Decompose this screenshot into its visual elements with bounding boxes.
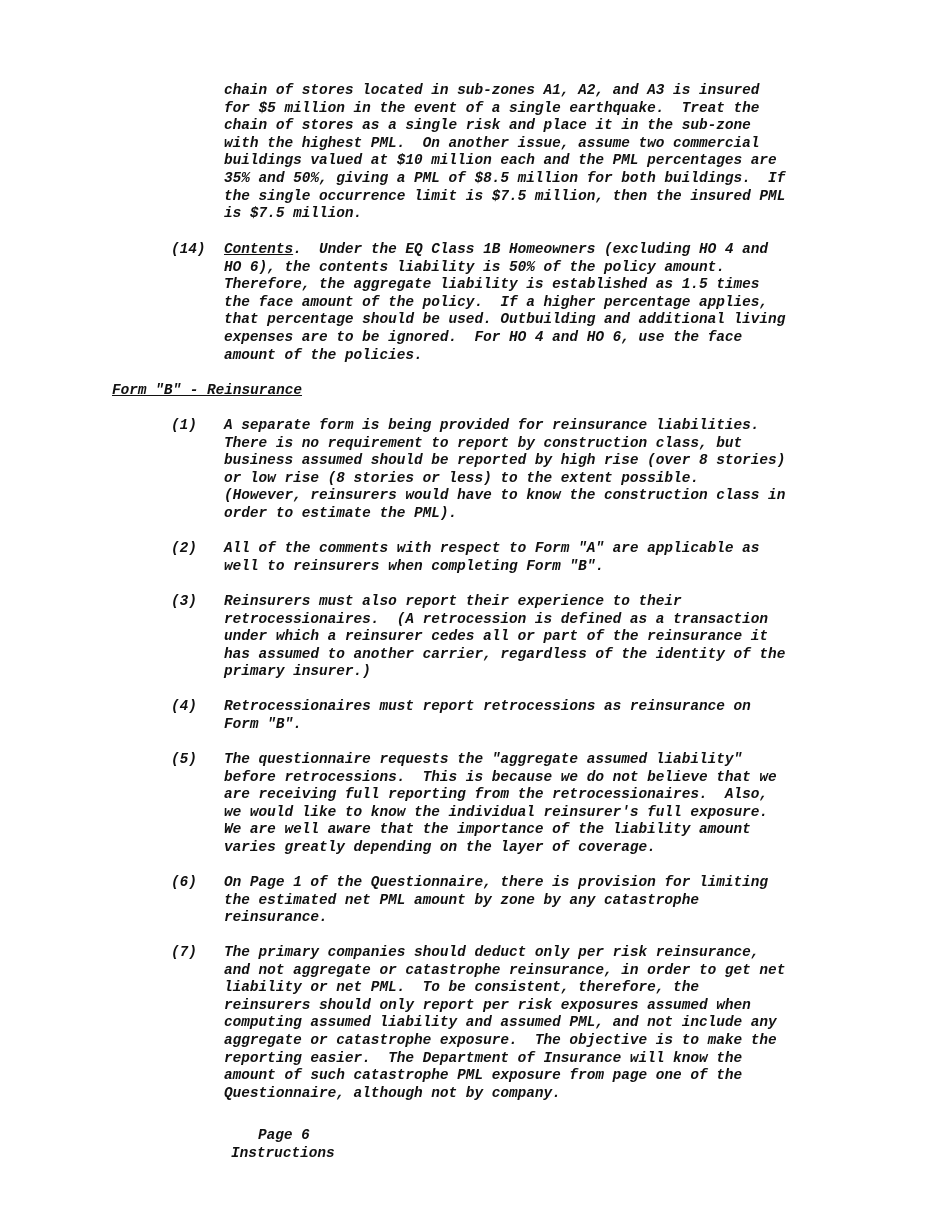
paragraph-line: reinsurance. [224, 910, 328, 927]
paragraph-line: aggregate or catastrophe exposure. The objective is to make the [224, 1032, 777, 1049]
paragraph-line: (However, reinsurers would have to know the construction class in [224, 488, 786, 505]
item-body [224, 752, 844, 858]
paragraph-line: varies greatly depending on the layer of coverage. [224, 839, 656, 856]
paragraph-line: or low rise (8 stories or less) to the extent possible. [224, 470, 699, 487]
paragraph-line: reinsurers should only report per risk exposures assumed when [224, 997, 751, 1014]
paragraph-line: There is no requirement to report by construction class, but [224, 435, 743, 452]
paragraph-line: for $5 million in the event of a single earthquake. Treat the [224, 100, 760, 117]
paragraph-line: liability or net PML. To be consistent, therefore, the [224, 980, 699, 997]
paragraph-line [224, 242, 844, 260]
paragraph-line: primary insurer.) [224, 664, 371, 681]
paragraph-line: before retrocessions. This is because we do not believe that we [224, 769, 777, 786]
paragraph-line: order to estimate the PML). [224, 505, 458, 522]
paragraph-line: Reinsurers must also report their experience to their [224, 594, 682, 610]
item-number: (6) [171, 875, 197, 891]
paragraph-line: and not aggregate or catastrophe reinsurance, in order to get net [224, 962, 786, 979]
paragraph-line: computing assumed liability and assumed PML, and not include any [224, 1015, 777, 1032]
item-body [224, 541, 844, 576]
paragraph-line: buildings valued at $10 million each and the PML percentages are [224, 153, 777, 170]
paragraph-line: with the highest PML. On another issue, assume two commercial [224, 135, 760, 152]
paragraph-line: has assumed to another carrier, regardless of the identity of the [224, 646, 786, 663]
item-number: (1) [171, 418, 197, 434]
paragraph-line: the single occurrence limit is $7.5 million, then the insured PML [224, 188, 786, 205]
paragraph-line: chain of stores located in sub-zones A1, A2, and A3 is insured [224, 83, 760, 99]
item-number: (5) [171, 752, 197, 768]
paragraph-line: The questionnaire requests the "aggregate assumed liability" [224, 752, 743, 768]
paragraph-line: Form "B". [224, 716, 302, 733]
item-number: (14) [171, 242, 206, 258]
item-number: (3) [171, 594, 197, 610]
item-number: (4) [171, 699, 197, 715]
paragraph-line: 35% and 50%, giving a PML of $8.5 million for both buildings. If [224, 170, 786, 187]
paragraph-line: Questionnaire, although not by company. [224, 1085, 561, 1102]
paragraph-line: amount of such catastrophe PML exposure from page one of the [224, 1068, 743, 1085]
item-number: (7) [171, 945, 197, 961]
footer-page-number: Page 6 [258, 1128, 310, 1144]
paragraph-line: We are well aware that the importance of the liability amount [224, 822, 751, 839]
paragraph-line: Therefore, the aggregate liability is established as 1.5 times [224, 277, 760, 294]
paragraph-line: expenses are to be ignored. For HO 4 and HO 6, use the face [224, 329, 743, 346]
paragraph-line: the face amount of the policy. If a higher percentage applies, [224, 294, 769, 311]
paragraph-line: A separate form is being provided for reinsurance liabilities. [224, 418, 760, 434]
contents-first-line: . Under the EQ Class 1B Homeowners (excluding HO 4 and [293, 242, 769, 258]
item-body [224, 699, 844, 734]
item-body [224, 875, 844, 928]
paragraph-line: business assumed should be reported by high rise (over 8 stories) [224, 453, 786, 470]
section-heading: Form "B" - Reinsurance [112, 383, 302, 399]
item-number: (2) [171, 541, 197, 557]
paragraph-line: All of the comments with respect to Form "A" are applicable as [224, 541, 760, 557]
paragraph-line: HO 6), the contents liability is 50% of the policy amount. [224, 259, 725, 276]
paragraph-line: under which a reinsurer cedes all or part of the reinsurance it [224, 629, 769, 646]
contents-title: Contents [224, 242, 294, 258]
item-body [224, 594, 844, 682]
paragraph-line: chain of stores as a single risk and place it in the sub-zone [224, 118, 751, 135]
item-body [224, 418, 844, 524]
paragraph-line: reporting easier. The Department of Insurance will know the [224, 1050, 743, 1067]
item-body [224, 945, 844, 1103]
footer-label: Instructions [231, 1146, 335, 1162]
paragraph-line: we would like to know the individual reinsurer's full exposure. [224, 804, 769, 821]
paragraph-line: are receiving full reporting from the retrocessionaires. Also, [224, 787, 769, 804]
paragraph-line: On Page 1 of the Questionnaire, there is provision for limiting [224, 875, 769, 891]
paragraph-line: The primary companies should deduct only per risk reinsurance, [224, 945, 760, 961]
paragraph-line: Retrocessionaires must report retrocessions as reinsurance on [224, 699, 751, 715]
paragraph-line: is $7.5 million. [224, 206, 363, 223]
paragraph-line: retrocessionaires. (A retrocession is defined as a transaction [224, 611, 769, 628]
paragraph-line: well to reinsurers when completing Form "B". [224, 558, 604, 575]
paragraph-line: amount of the policies. [224, 347, 423, 364]
intro-paragraph [224, 83, 844, 224]
paragraph-line: the estimated net PML amount by zone by any catastrophe [224, 892, 699, 909]
paragraph-line: that percentage should be used. Outbuilding and additional living [224, 312, 786, 329]
item-body [224, 242, 844, 365]
